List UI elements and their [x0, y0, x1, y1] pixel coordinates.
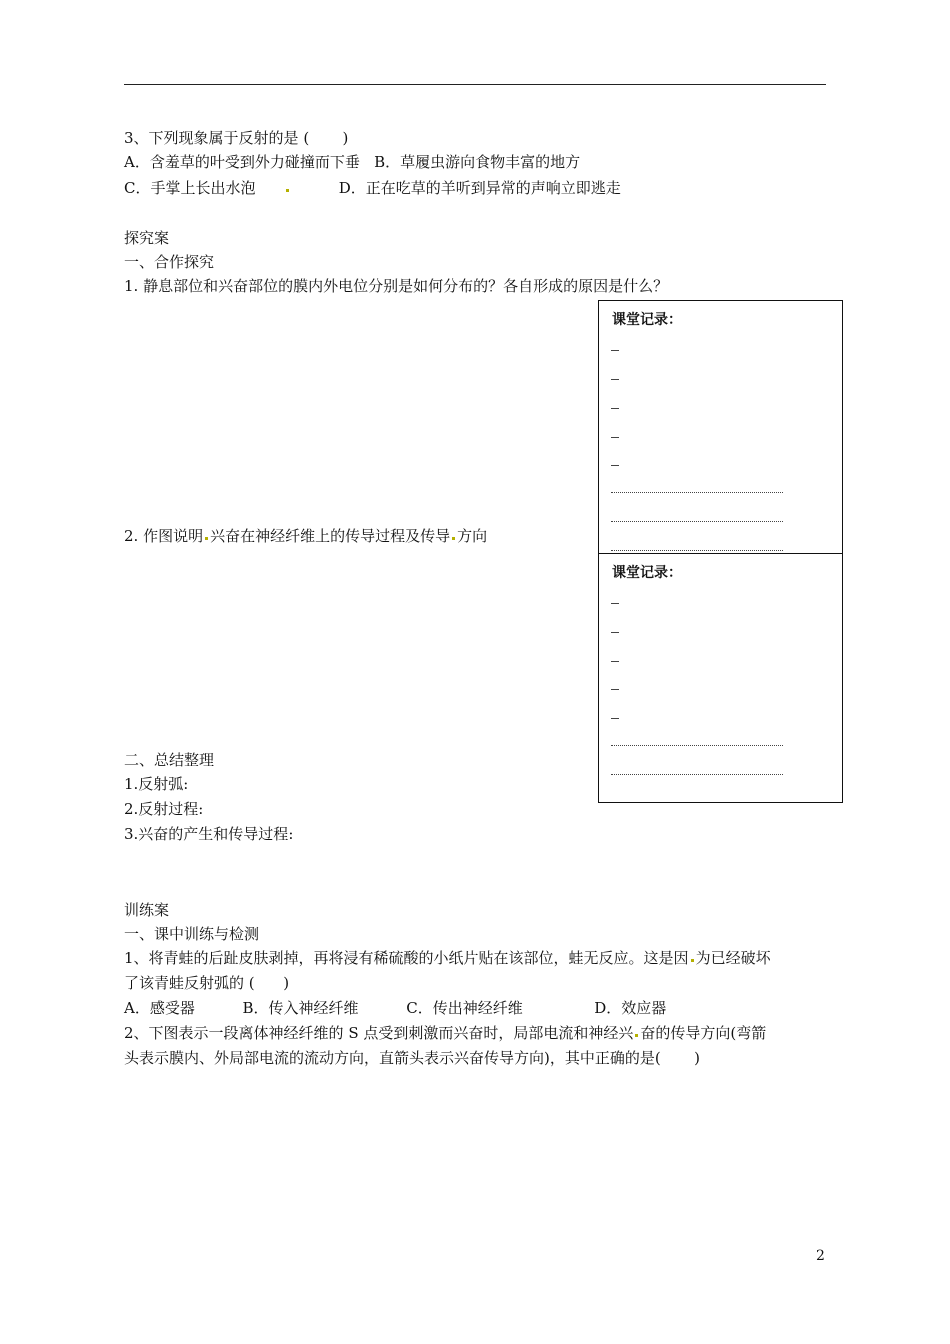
class-notes-box-2	[598, 553, 843, 803]
q3-options-cd	[124, 178, 621, 198]
note-line	[611, 350, 619, 351]
page-number: 2	[816, 1248, 825, 1264]
highlight-dot	[286, 189, 289, 192]
note-line	[611, 521, 783, 522]
note-line	[611, 379, 619, 380]
note-line	[611, 492, 783, 493]
summary-item-1: 1.反射弧:	[124, 775, 189, 793]
note-line	[611, 437, 619, 438]
training-q1-line-1: 1、将青蛙的后趾皮肤剥掉，再将浸有稀硫酸的小纸片贴在该部位，蛙无反应。这是因 为已经破坏	[124, 949, 771, 967]
note-line	[611, 408, 619, 409]
note-line	[611, 774, 783, 775]
note-line	[611, 603, 619, 604]
note-line	[611, 745, 783, 746]
q3-stem: 3、下列现象属于反射的是 ( )	[124, 129, 349, 147]
training-q1-options: A．感受器 B．传入神经纤维 C．传出神经纤维 D．效应器	[124, 999, 667, 1017]
training-q2-line-2: 头表示膜内、外局部电流的流动方向，直箭头表示兴奋传导方向)，其中正确的是( )	[124, 1049, 700, 1067]
explore-question-1: 1. 静息部位和兴奋部位的膜内外电位分别是如何分布的？各自形成的原因是什么？	[124, 277, 669, 295]
highlight-dot	[691, 959, 694, 962]
class-notes-title: 课堂记录：	[612, 312, 682, 328]
highlight-dot	[205, 537, 208, 540]
summary-item-2: 2.反射过程:	[124, 800, 204, 818]
note-line	[611, 550, 783, 551]
explore-question-2: 2. 作图说明 兴奋在神经纤维上的传导过程及传导 方向	[124, 527, 488, 545]
highlight-dot	[452, 537, 455, 540]
training-section-1: 一、课中训练与检测	[124, 925, 260, 943]
explore-section-2: 二、总结整理	[124, 751, 215, 769]
training-q2-line-1: 2、下图表示一段离体神经纤维的 S 点受到刺激而兴奋时，局部电流和神经兴 奋的传导方向(弯箭	[124, 1024, 767, 1042]
class-notes-box-1	[598, 300, 843, 556]
explore-title: 探究案	[124, 229, 170, 247]
note-line	[611, 689, 619, 690]
explore-section-1: 一、合作探究	[124, 253, 215, 271]
training-title: 训练案	[124, 901, 170, 919]
note-line	[611, 718, 619, 719]
note-line	[611, 661, 619, 662]
q3-option-c: C．手掌上长出水泡	[124, 179, 256, 197]
class-notes-title: 课堂记录：	[612, 565, 682, 581]
training-q1-line-2: 了该青蛙反射弧的 ( )	[124, 974, 290, 992]
q3-option-d: D．正在吃草的羊听到异常的声响立即逃走	[338, 179, 621, 197]
note-line	[611, 465, 619, 466]
header-rule	[124, 84, 826, 85]
q3-options-ab: A．含羞草的叶受到外力碰撞而下垂 B．草履虫游向食物丰富的地方	[124, 153, 581, 171]
note-line	[611, 632, 619, 633]
highlight-dot	[635, 1034, 638, 1037]
summary-item-3: 3.兴奋的产生和传导过程:	[124, 825, 294, 843]
